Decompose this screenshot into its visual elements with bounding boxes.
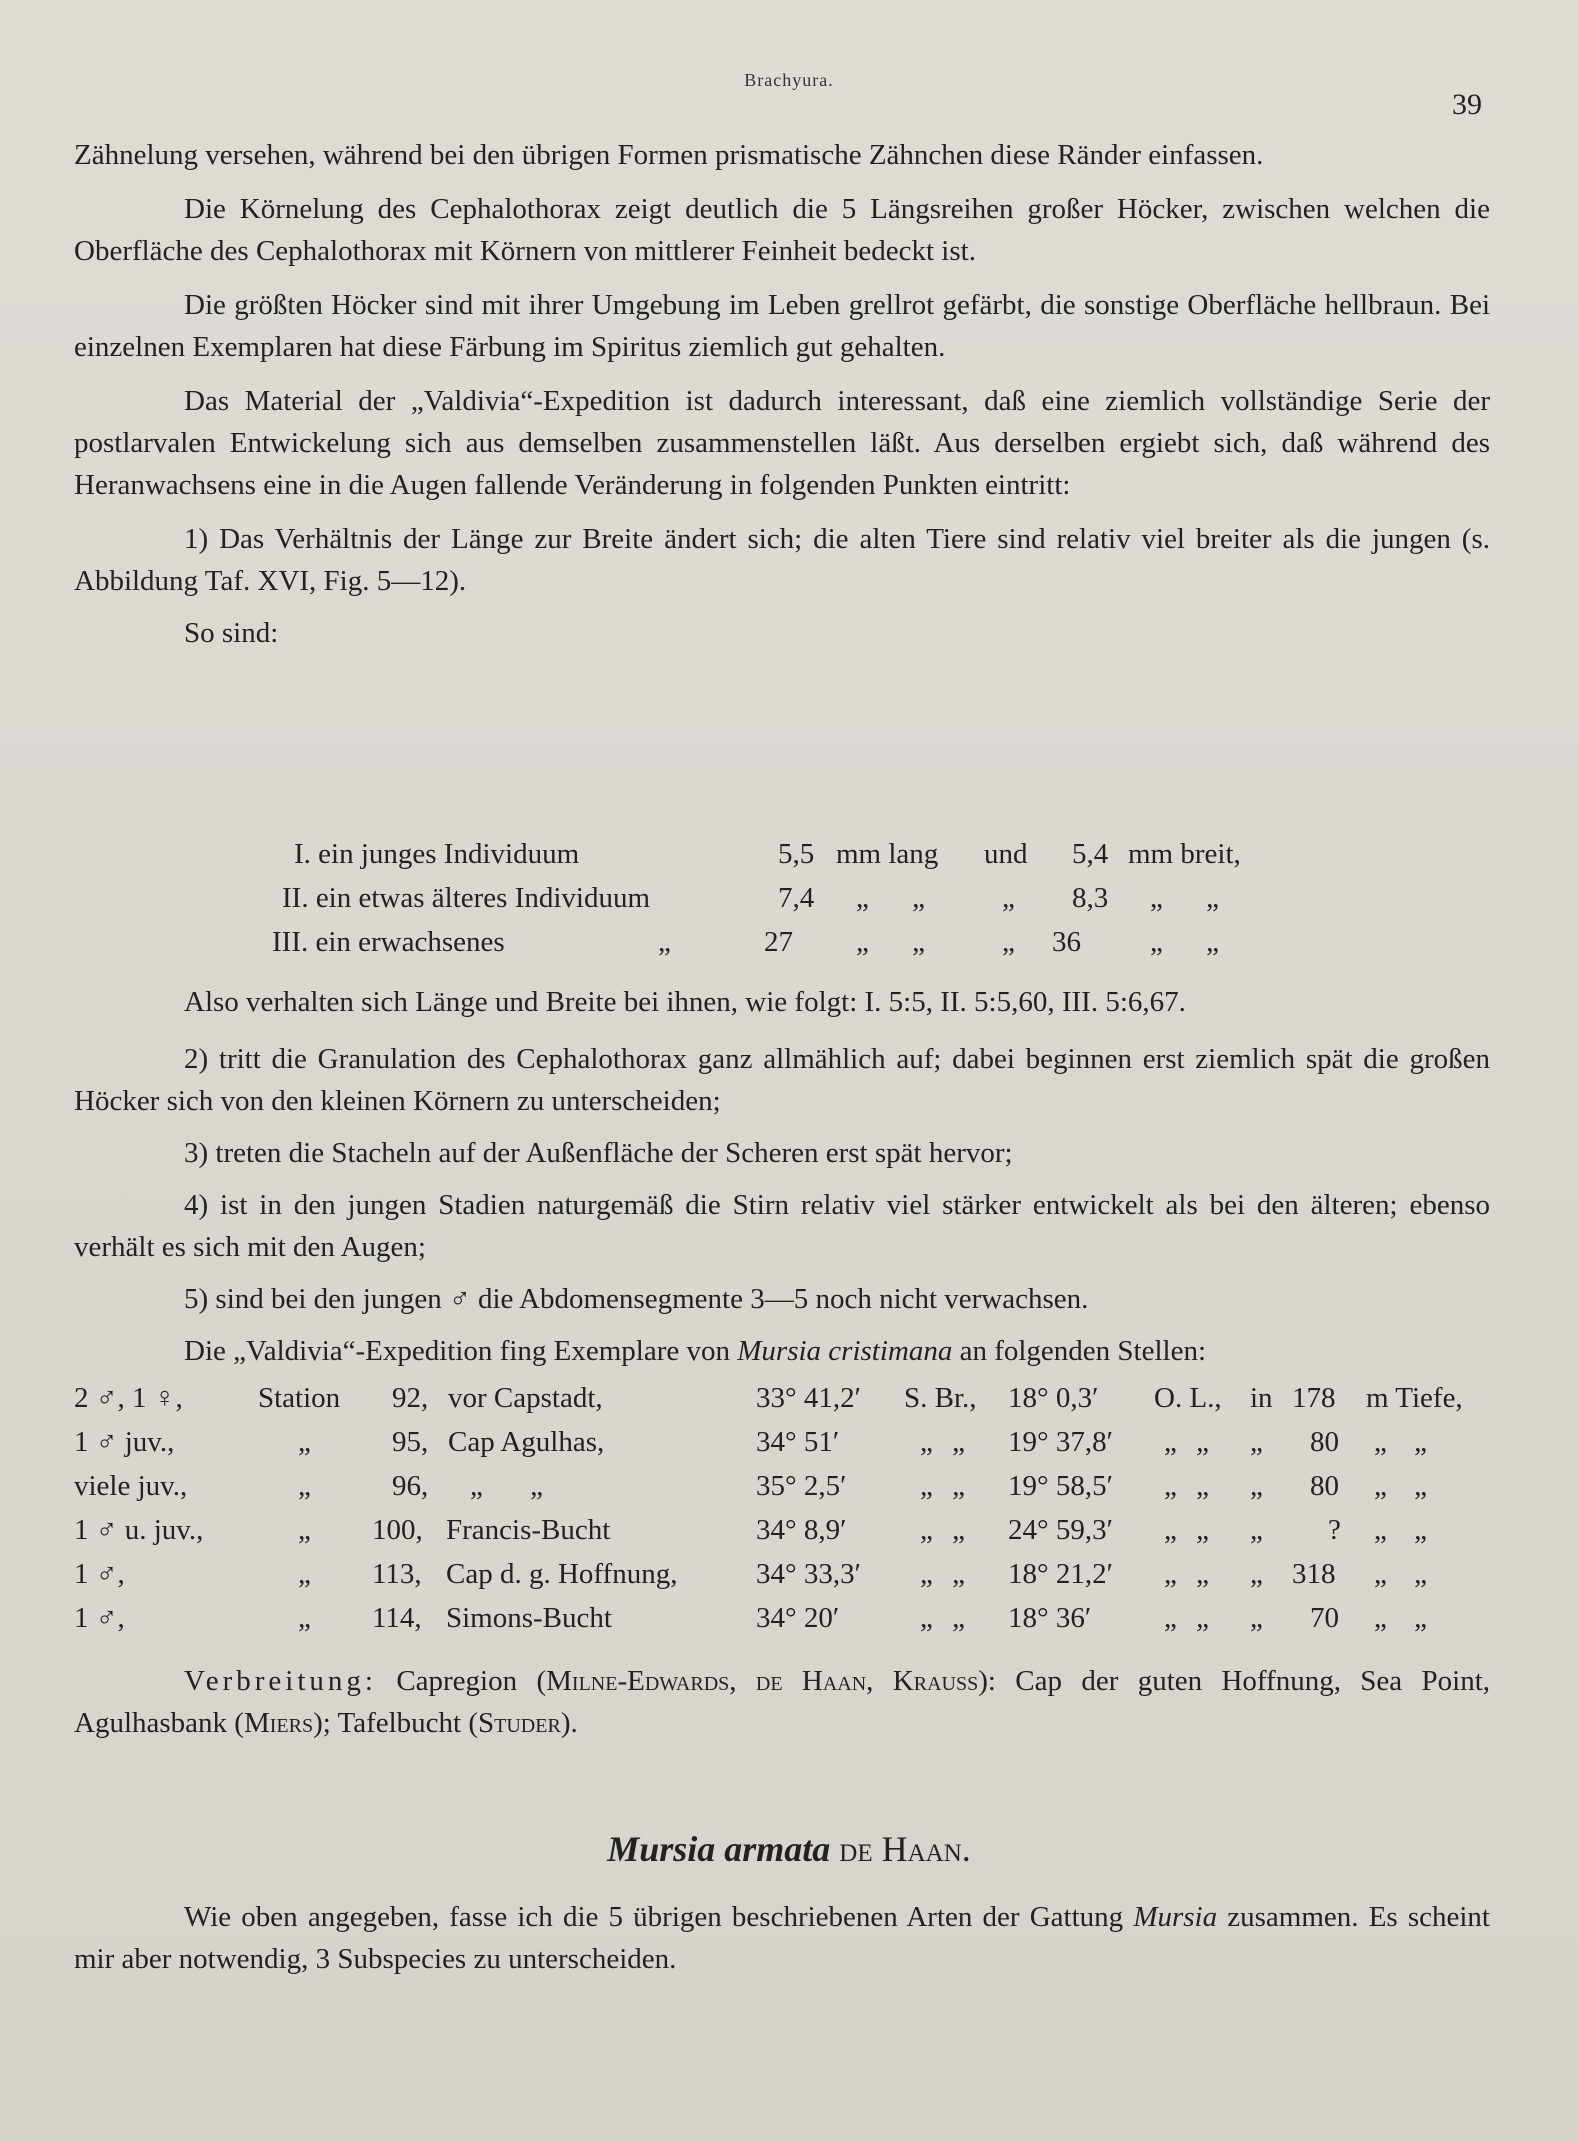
example-unit-length: mm lang <box>836 838 939 870</box>
station-prefix: „ <box>298 1558 311 1590</box>
page-number: 39 <box>1452 88 1482 121</box>
station-depth-unit: „ „ <box>1374 1514 1427 1546</box>
author-name: de Haan <box>755 1665 867 1697</box>
station-longitude: 19° 58,5′ <box>1008 1470 1113 1502</box>
example-unit-width: „ „ <box>1150 882 1219 914</box>
station-depth-prefix: „ <box>1250 1426 1263 1458</box>
example-unit-length: „ „ <box>856 882 925 914</box>
point-5: 5) sind bei den jungen ♂ die Abdomensegmente 3—5 noch nicht verwachsen. <box>184 1283 1089 1315</box>
section-author: de Haan. <box>839 1829 971 1869</box>
paragraph-3: Die größten Höcker sind mit ihrer Umgebung im Leben grellrot gefärbt, die sonstige Oberfläche hellbraun. Bei einzelnen Exemplaren hat diese Färbung im Spiritus ziemlich gut gehalten. <box>74 289 1490 363</box>
example-und: und <box>984 838 1028 870</box>
station-specimens: 2 ♂, 1 ♀, <box>74 1382 183 1414</box>
example-label: I. ein junges Individuum <box>294 838 580 870</box>
station-place: Francis-Bucht <box>446 1514 611 1546</box>
paragraph-4: Das Material der „Valdivia“-Expedition ist dadurch interessant, daß eine ziemlich vollständige Serie der postlarvalen Entwickelung sich aus demselben zusammenstellen läßt. Aus derselben ergiebt sich, daß während des Heranwachsens eine in die Augen fallende Veränderung in folgenden Punkten eintritt: <box>74 385 1490 501</box>
station-lon-unit: „ „ <box>1164 1558 1209 1590</box>
station-place: Cap d. g. Hoffnung, <box>446 1558 678 1590</box>
example-length: 5,5 <box>778 838 815 870</box>
author-name: Studer <box>478 1707 561 1739</box>
station-number: 95, <box>392 1426 429 1458</box>
example-mark: „ <box>658 926 671 958</box>
section-species: Mursia armata <box>607 1829 831 1869</box>
station-latitude: 35° 2,5′ <box>756 1470 847 1502</box>
station-lat-unit: S. Br., <box>904 1382 977 1414</box>
section-heading <box>0 1828 1578 1870</box>
paragraph-6: So sind: <box>184 617 279 649</box>
paragraph-5: 1) Das Verhältnis der Länge zur Breite ändert sich; die alten Tiere sind relativ viel breiter als die jungen (s. Abbildung Taf. XVI, Fig. 5—12). <box>74 523 1490 597</box>
station-specimens: 1 ♂, <box>74 1602 125 1634</box>
paragraph-2: Die Körnelung des Cephalothorax zeigt deutlich die 5 Längsreihen großer Höcker, zwischen welchen die Oberfläche des Cephalothorax mit Körnern von mittlerer Feinheit bedeckt ist. <box>74 193 1490 267</box>
example-label: III. ein erwachsenes <box>272 926 505 958</box>
station-longitude: 18° 0,3′ <box>1008 1382 1099 1414</box>
station-longitude: 18° 36′ <box>1008 1602 1092 1634</box>
station-lat-unit: „ „ <box>920 1602 965 1634</box>
station-number: 96, <box>392 1470 429 1502</box>
distribution-text: ). <box>560 1707 578 1739</box>
station-specimens: 1 ♂, <box>74 1558 125 1590</box>
example-row-1 <box>0 832 1578 876</box>
station-depth: 178 <box>1292 1382 1336 1414</box>
final-block <box>74 1896 1490 1980</box>
distribution-label: Verbreitung: <box>184 1665 377 1697</box>
station-depth: 70 <box>1310 1602 1339 1634</box>
station-lon-unit: „ „ <box>1164 1426 1209 1458</box>
author-name: Miers <box>243 1707 314 1739</box>
distribution-text: , <box>866 1665 893 1697</box>
body-text-top <box>74 134 1490 654</box>
station-number: 113, <box>372 1558 422 1590</box>
example-und: „ <box>1002 882 1015 914</box>
station-lat-unit: „ „ <box>920 1514 965 1546</box>
example-row-2 <box>0 876 1578 920</box>
example-und: „ <box>1002 926 1015 958</box>
station-lat-unit: „ „ <box>920 1426 965 1458</box>
station-latitude: 33° 41,2′ <box>756 1382 861 1414</box>
station-place: Cap Agulhas, <box>448 1426 605 1458</box>
station-lon-unit: „ „ <box>1164 1514 1209 1546</box>
point-2: 2) tritt die Granulation des Cephalothorax ganz allmählich auf; dabei beginnen erst ziemlich spät die großen Höcker sich von den kleinen Körnern zu unterscheiden; <box>74 1043 1490 1117</box>
example-unit-width: mm breit, <box>1128 838 1241 870</box>
station-prefix: „ <box>298 1470 311 1502</box>
station-depth-prefix: „ <box>1250 1558 1263 1590</box>
station-lon-unit: „ „ <box>1164 1470 1209 1502</box>
station-lon-unit: „ „ <box>1164 1602 1209 1634</box>
station-place: „ „ <box>470 1470 543 1502</box>
distribution-text: Capregion ( <box>376 1665 547 1697</box>
station-specimens: 1 ♂ juv., <box>74 1426 175 1458</box>
station-latitude: 34° 51′ <box>756 1426 840 1458</box>
final-paragraph <box>74 1896 1490 1980</box>
stations-intro-after: an folgenden Stellen: <box>952 1335 1207 1367</box>
station-lat-unit: „ „ <box>920 1470 965 1502</box>
example-length: 27 <box>764 926 793 958</box>
station-depth-prefix: „ <box>1250 1514 1263 1546</box>
stations-intro <box>74 1330 1490 1372</box>
station-place: vor Capstadt, <box>448 1382 603 1414</box>
station-lat-unit: „ „ <box>920 1558 965 1590</box>
examples-table <box>0 832 1578 964</box>
station-depth-unit: m Tiefe, <box>1366 1382 1463 1414</box>
station-prefix: „ <box>298 1426 311 1458</box>
example-width: 36 <box>1052 926 1081 958</box>
station-number: 100, <box>372 1514 423 1546</box>
station-longitude: 24° 59,3′ <box>1008 1514 1113 1546</box>
station-depth-unit: „ „ <box>1374 1558 1427 1590</box>
stations-intro-before: Die „Valdivia“-Expedition fing Exemplare von <box>184 1335 738 1367</box>
example-unit-width: „ „ <box>1150 926 1219 958</box>
station-depth-unit: „ „ <box>1374 1602 1427 1634</box>
example-row-3 <box>0 920 1578 964</box>
station-latitude: 34° 33,3′ <box>756 1558 861 1590</box>
example-label: II. ein etwas älteres Individuum <box>282 882 651 914</box>
station-depth: 80 <box>1310 1470 1339 1502</box>
example-width: 5,4 <box>1072 838 1109 870</box>
station-specimens: 1 ♂ u. juv., <box>74 1514 204 1546</box>
distribution-text: ): Cap der guten Hoffnung, Sea Point, Agulhasbank ( <box>74 1665 1491 1739</box>
station-longitude: 19° 37,8′ <box>1008 1426 1113 1458</box>
station-latitude: 34° 8,9′ <box>756 1514 847 1546</box>
station-latitude: 34° 20′ <box>756 1602 840 1634</box>
station-prefix: „ <box>298 1602 311 1634</box>
genus-name: Mursia <box>1133 1901 1218 1933</box>
species-name: Mursia cristimana <box>737 1335 953 1367</box>
station-prefix: „ <box>298 1514 311 1546</box>
example-length: 7,4 <box>778 882 815 914</box>
station-number: 92, <box>392 1382 429 1414</box>
station-longitude: 18° 21,2′ <box>1008 1558 1113 1590</box>
station-number: 114, <box>372 1602 422 1634</box>
point-4: 4) ist in den jungen Stadien naturgemäß die Stirn relativ viel stärker entwickelt als bei den älteren; ebenso verhält es sich mit den Augen; <box>74 1189 1490 1263</box>
ratio-line: Also verhalten sich Länge und Breite bei ihnen, wie folgt: I. 5:5, II. 5:5,60, III. 5:6,67. <box>184 986 1186 1018</box>
running-title: Brachyura. <box>744 70 834 90</box>
station-depth: 80 <box>1310 1426 1339 1458</box>
final-after: zusammen. Es scheint mir aber notwendig, 3 Subspecies zu unterscheiden. <box>74 1901 1490 1975</box>
point-3: 3) treten die Stacheln auf der Außenfläche der Scheren erst spät hervor; <box>184 1137 1013 1169</box>
station-depth: ? <box>1328 1514 1341 1546</box>
paragraph-1: Zähnelung versehen, während bei den übrigen Formen prismatische Zähnchen diese Ränder einfassen. <box>74 139 1264 171</box>
station-place: Simons-Bucht <box>446 1602 612 1634</box>
distribution-text: , <box>729 1665 756 1697</box>
station-depth-prefix: in <box>1250 1382 1273 1414</box>
station-depth-prefix: „ <box>1250 1602 1263 1634</box>
distribution-text: ); Tafelbucht ( <box>313 1707 479 1739</box>
author-name: Krauss <box>892 1665 979 1697</box>
station-depth-prefix: „ <box>1250 1470 1263 1502</box>
station-depth: 318 <box>1292 1558 1336 1590</box>
author-name: Milne-Edwards <box>546 1665 730 1697</box>
station-prefix: Station <box>258 1382 341 1414</box>
example-width: 8,3 <box>1072 882 1109 914</box>
station-specimens: viele juv., <box>74 1470 188 1502</box>
example-unit-length: „ „ <box>856 926 925 958</box>
distribution-paragraph <box>74 1660 1490 1744</box>
station-lon-unit: O. L., <box>1154 1382 1222 1414</box>
station-depth-unit: „ „ <box>1374 1426 1427 1458</box>
body-text-points <box>74 1038 1490 1372</box>
station-depth-unit: „ „ <box>1374 1470 1427 1502</box>
final-before: Wie oben angegeben, fasse ich die 5 übrigen beschriebenen Arten der Gattung <box>184 1901 1134 1933</box>
distribution-block <box>74 1660 1490 1744</box>
